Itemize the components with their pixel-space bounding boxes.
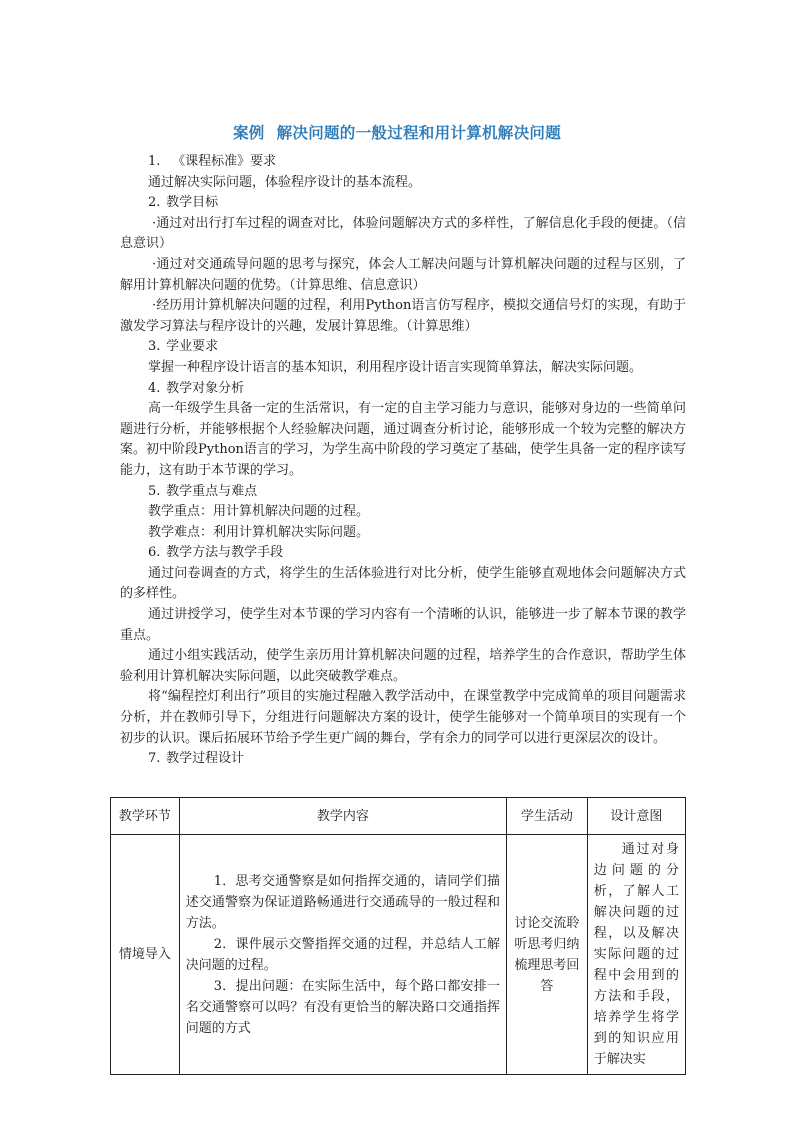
difficult-point: 教学难点：利用计算机解决实际问题。 — [148, 524, 370, 540]
title-main: 解决问题的一般过程和用计算机解决问题 — [276, 123, 561, 142]
key-point: 教学重点：用计算机解决问题的过程。 — [148, 504, 370, 520]
lesson-body — [120, 152, 686, 770]
title-prefix: 案例 — [232, 123, 265, 142]
section-4-text: 高一年级学生具备一定的生活常识，有一定的自主学习能力与意识，能够对身边的一些简单问题进行分析，并能够根据个人经验解决问题，通过调查分析讨论，能够形成一个较为完整的解决方案。初中阶段Python语言的学习，为学生高中阶段的学习奠定了基础，使学生具备一定的程序读写能力，这有助于本节课的学习。 — [120, 401, 686, 478]
section-2-heading: 2. 教学目标 — [148, 195, 219, 211]
table-header-row — [111, 798, 686, 835]
intent-cell — [587, 835, 685, 1075]
content-cell — [179, 835, 506, 1075]
content-item: 2．课件展示交警指挥交通的过程，并总结人工解决问题的过程。 — [185, 936, 501, 973]
section-5-heading: 5. 教学重点与难点 — [148, 483, 258, 499]
method-paragraph: 将“编程控灯利出行”项目的实施过程融入教学活动中，在课堂教学中完成简单的项目问题需求分析，并在教师引导下，分组进行问题解决方案的设计，使学生能够对一个简单项目的实现有一个初步的认识。课后拓展环节给予学生更广阔的舞台，学有余力的同学可以进行更深层次的设计。 — [120, 689, 686, 746]
objective-item: ·通过对交通疏导问题的思考与探究，体会人工解决问题与计算机解决问题的过程与区别，了解用计算机解决问题的优势。（计算思维、信息意识） — [120, 256, 686, 293]
page-title — [0, 121, 794, 143]
section-1-text: 通过解决实际问题，体验程序设计的基本流程。 — [148, 174, 422, 190]
header-activity: 学生活动 — [507, 798, 588, 835]
activity-cell: 讨论交流聆听思考归纳梳理思考回答 — [507, 835, 588, 1075]
intent-text: 通过对身边问题的分析，了解人工解决问题的过程，以及解决实际问题的过程中会用到的方法和手段，培养学生将学到的知识应用于解决实 — [593, 842, 679, 1067]
section-3-heading: 3. 学业要求 — [148, 339, 219, 355]
method-paragraph: 通过讲授学习，使学生对本节课的学习内容有一个清晰的认识，能够进一步了解本节课的教学重点。 — [120, 607, 686, 643]
header-intent: 设计意图 — [587, 798, 685, 835]
method-paragraph: 通过小组实践活动，使学生亲历用计算机解决问题的过程，培养学生的合作意识，帮助学生体验利用计算机解决实际问题，以此突破教学难点。 — [120, 648, 686, 684]
header-stage: 教学环节 — [111, 798, 180, 835]
objective-item: ·经历用计算机解决问题的过程，利用Python语言仿写程序，模拟交通信号灯的实现，有助于激发学习算法与程序设计的兴趣，发展计算思维。（计算思维） — [120, 298, 686, 334]
section-1-heading: 1. 《课程标准》要求 — [148, 154, 277, 169]
section-6-heading: 6. 教学方法与教学手段 — [148, 545, 284, 561]
content-item: 3．提出问题：在实际生活中，每个路口都安排一名交通警察可以吗？有没有更恰当的解决路口交通指挥问题的方式 — [185, 978, 501, 1036]
section-3-text: 掌握一种程序设计语言的基本知识，利用程序设计语言实现简单算法，解决实际问题。 — [148, 359, 643, 375]
objective-item: ·通过对出行打车过程的调查对比，体验问题解决方式的多样性，了解信息化手段的便捷。（信息意识） — [120, 215, 686, 252]
content-item: 1．思考交通警察是如何指挥交通的，请同学们描述交通警察为保证道路畅通进行交通疏导的一般过程和方法。 — [185, 873, 501, 931]
table-row — [111, 835, 686, 1075]
header-content: 教学内容 — [179, 798, 506, 835]
stage-cell: 情境导入 — [111, 835, 180, 1075]
teaching-process-table — [110, 797, 686, 1075]
section-4-heading: 4. 教学对象分析 — [148, 380, 245, 396]
section-7-heading: 7. 教学过程设计 — [148, 751, 245, 767]
method-paragraph: 通过问卷调查的方式，将学生的生活体验进行对比分析，使学生能够直观地体会问题解决方式的多样性。 — [120, 565, 686, 602]
